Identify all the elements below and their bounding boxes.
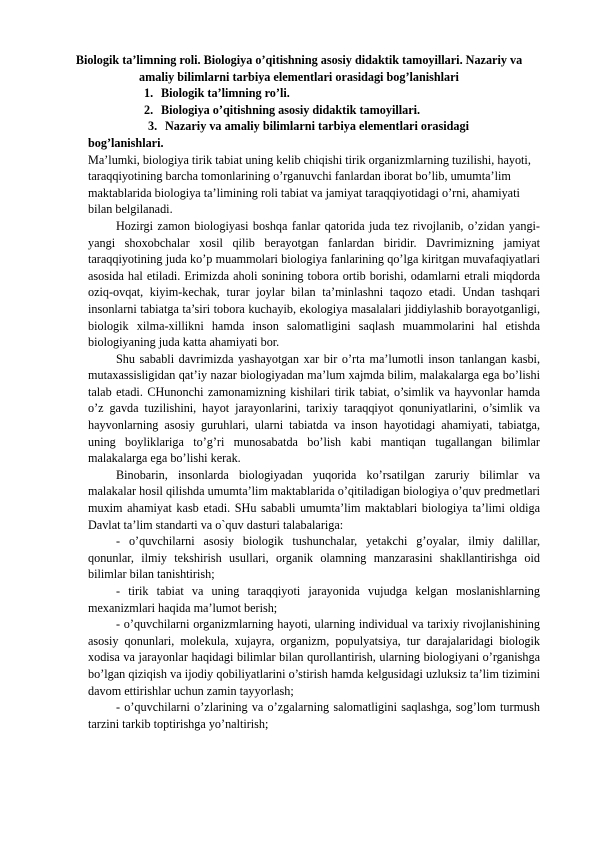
plan-item-number: 1. bbox=[144, 86, 154, 101]
list-item: - o’quvchilarni organizmlarning hayoti, ularning individual va tarixiy rivojlanishining asosiy qonunlari, molekula, xujayra, organizm, populyatsiya, tur darajalaridagi biologik xodisa va jarayonlar haqidagi bilimlar bilan qurollantirish, ularning biologiyani o’rganishga bo’lgan qiziqish va ijodiy qobiliyatlarini o’stirish hamda kelgusidagi uzluksiz ta’lim tizimini davom ettirishlar uchun zamin tayyorlash; bbox=[88, 617, 540, 698]
list-item: - o’quvchilarni o’zlarining va o’zgalarning salomatligini saqlashga, sog’lom turmush tarzini tarkib toptirishga yo’naltirish; bbox=[88, 700, 540, 731]
plan-list bbox=[88, 85, 540, 151]
paragraph: Binobarin, insonlarda biologiyadan yuqorida ko’rsatilgan zaruriy bilimlar va malakalar hosil qilishda umumta’lim maktablarida o’qitiladigan biologiya o’quv predmetlari muxim ahamiyat kasb etadi. SHu sababli umumta’lim maktablari biologiya ta’limi oldiga Davlat ta’lim standarti va o`quv dasturi talabalariga: bbox=[88, 467, 540, 532]
plan-item-text: Biologiya o’qitishning asosiy didaktik tamoyillari. bbox=[161, 102, 421, 117]
plan-item-continuation: bog’lanishlari. bbox=[88, 135, 164, 150]
plan-item-number: 2. bbox=[144, 102, 154, 117]
document-title: Biologik ta’limning roli. Biologiya o’qitishning asosiy didaktik tamoyillari. Nazariy va amaliy bilimlarni tarbiya elementlari orasidagi bog’lanishlari bbox=[75, 53, 523, 84]
paragraph: Hozirgi zamon biologiyasi boshqa fanlar qatorida juda tez rivojlanib, o’zidan yangi-yangi shoxobchalar xosil qilib berayotgan fanlardan biridir. Davrimizning jamiyat taraqqiyotining juda ko’p muammolari biologiya fanlarining qo’lga kiritgan muvafaqiyatlari asosida hal etiladi. Erimizda aholi sonining tobora ortib borishi, odamlarni etrali miqdorda oziq-ovqat, kiyim-kechak, turar joylar bilan ta’minlashni taqozo etadi. Undan tashqari insonlarni tabiatga ta’siri tobora kuchayib, ekologiya masalalari jiddiylashib borayotganligi, biologik xilma-xillikni hamda inson salomatligini saqlash muammolarini hal etishda biologiyaning juda katta ahamiyati bor. bbox=[88, 218, 540, 350]
plan-item bbox=[88, 102, 540, 119]
plan-item-number: 3. bbox=[148, 119, 158, 134]
plan-item bbox=[88, 85, 540, 102]
plan-item-text: Nazariy va amaliy bilimlarni tarbiya elementlari orasidagi bbox=[165, 119, 469, 134]
plan-item-text: Biologik ta’limning ro’li. bbox=[161, 86, 290, 101]
paragraph: Shu sababli davrimizda yashayotgan xar bir o’rta ma’lumotli inson tanlangan kasbi, mutaxassisligidan qat’iy nazar biologiyadan ma’lum xajmda bilim, malakalarga ega bo’lishi talab etadi. CHunonchi zamonamizning kishilari tirik tabiat, o’simlik va hayvonlar hamda o’z gavda tuzilishini, hayot jarayonlarini, tarixiy taraqqiyot qonuniyatlarini, o’simlik va hayvonlarning asosiy guruhlari, ularni tabiatda va inson hayotidagi ahamiyati, tabiatga, uning boyliklariga to’g’ri munosabatda bo’lish kabi mantiqan tugallangan bilimlar malakalarga ega bo’lishi kerak. bbox=[88, 351, 540, 466]
list-item: - tirik tabiat va uning taraqqiyoti jarayonida vujudga kelgan moslanishlarning mexanizmlari haqida ma’lumot berish; bbox=[88, 584, 540, 615]
plan-item bbox=[88, 118, 540, 135]
list-item: - o’quvchilarni asosiy biologik tushunchalar, yetakchi g’oyalar, ilmiy dalillar, qonunlar, ilmiy tekshirish usullari, organik olamning manzarasini shakllantirishga oid bilimlar bilan tanishtirish; bbox=[88, 534, 540, 582]
paragraph: Ma’lumki, biologiya tirik tabiat uning kelib chiqishi tirik organizmlarning tuzilishi, hayoti, taraqqiyotining barcha tomonlarining o’rganuvchi fanlardan iborat bo’lib, umumta’lim maktablarida biologiya ta’limining roli tabiat va jamiyat taraqqiyotidagi o’rni, ahamiyati bilan belgilanadi. bbox=[88, 152, 531, 217]
